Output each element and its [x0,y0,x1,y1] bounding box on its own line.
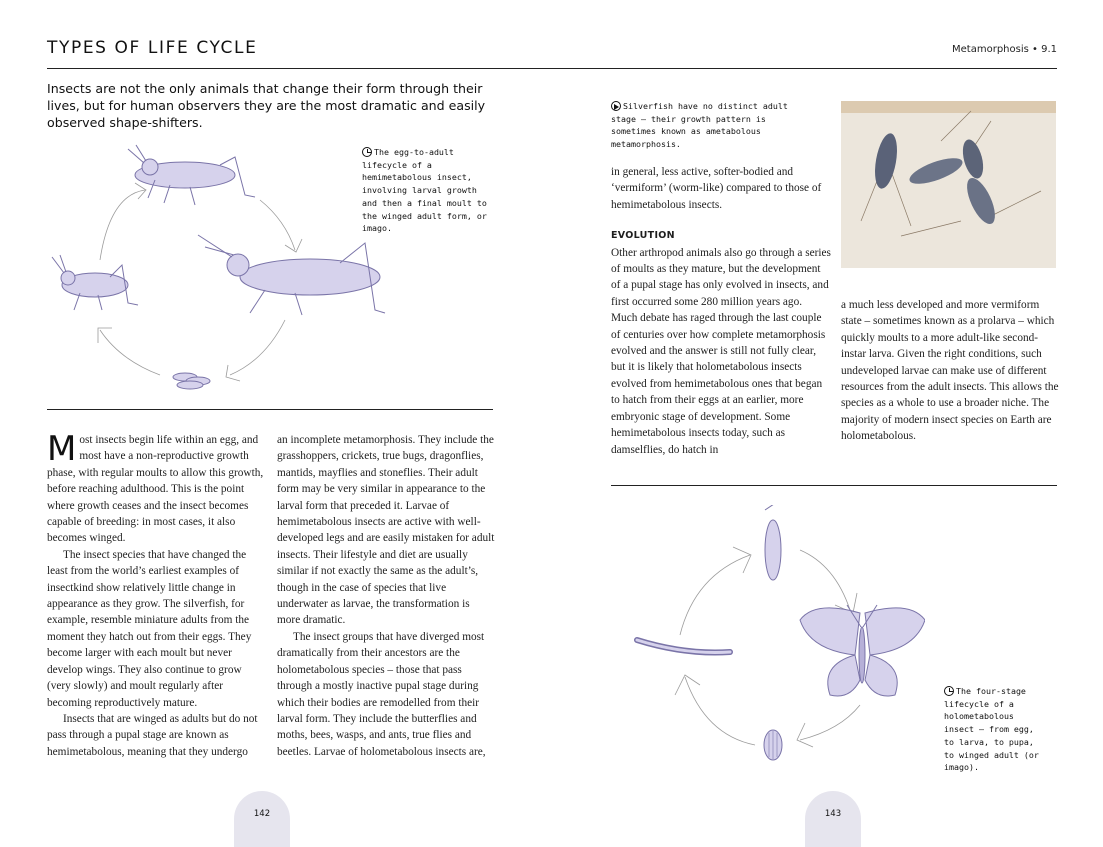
page-number-right: 143 [824,809,842,819]
arrow-left-icon [944,686,954,696]
hemimetabolous-lifecycle-illustration [40,135,390,395]
page-number-tab-right [805,791,861,847]
dropcap: M [47,429,77,469]
section-rule-right [611,485,1057,486]
clock-icon [362,147,372,157]
caterpillar-icon [637,640,730,653]
silverfish-caption: Silverfish have no distinct adult stage – their growth pattern is sometimes known as ametabolous metamorphosis. [611,101,788,150]
left-column-1: Most insects begin life within an egg, and most have a non-reproductive growth phase, with regular moults to allow this growth, before reaching adulthood. This is the point where growth ceases and the insect becomes capable of breeding: in most cases, it also becomes winged. The insect species that have changed the least from the world’s earliest examples of insectkind show relatively little change in appearance as they grow. The silverfish, for example, resemble miniature adults from the moment they hatch out from their eggs. They become larger with each moult but never develop wings. They also continue to grow (very slowly) and moult regularly after becoming reproductively mature. Insects that are winged as adults but do not pass through a pupal stage are known as hemimetabolous, meaning that they undergo [47,429,264,758]
running-head: Metamorphosis • 9.1 [952,44,1057,55]
page-title: TYPES OF LIFE CYCLE [47,38,258,58]
egg-cluster-icon [173,373,210,389]
chrysalis-icon [765,505,781,580]
grasshopper-nymph-icon [52,255,138,310]
page-number-tab-left [234,791,290,847]
page-number-left: 142 [253,809,271,819]
right-column-1: in general, less active, softer-bodied and ‘vermiform’ (worm-like) compared to those of hemimetabolous insects. EVOLUTION Other arthropod animals also go through a series of moults as they mature, but the development of a pupal stage has only evolved in insects, and first occurred some 280 million years ago. Much debate has raged through the last couple of centuries over how complete metamorphosis evolved and the answer is still not fully clear, but it is likely that holometabolous insects evolved from hemimetabolous ones that began to hatch from their eggs at an earlier, more embryonic stage of development. Some hemimetabolous insects today, such as damselflies, do hatch in [611,166,831,456]
header-rule [47,68,1057,69]
grasshopper-young-adult-icon [128,145,255,205]
butterfly-icon [800,605,925,696]
grasshopper-adult-icon [198,235,385,315]
arrow-right-icon [611,101,621,111]
holometabolous-caption: The four-stage lifecycle of a holometabolous insect – from egg, to larva, to pupa, to winged adult (or imago). [944,686,1039,773]
silverfish-photo [841,101,1056,268]
right-column-2: a much less developed and more vermiform state – sometimes known as a prolarva – which quickly moults to a more adult-like second-instar larva. Given the right conditions, such undeveloped larvae can make use of different resources from the adult insects. This allows the species as a whole to use a broader niche. The majority of modern insect species on Earth are holometabolous. [841,299,1059,443]
egg-icon [764,730,782,760]
intro-paragraph: Insects are not the only animals that change their form through their lives, but for human observers they are the most dramatic and easily observed shape-shifters. [47,81,486,130]
evolution-subhead: EVOLUTION [611,230,675,242]
left-column-2: an incomplete metamorphosis. They include the grasshoppers, crickets, true bugs, dragonflies, mantids, mayflies and stoneflies. Their adult form may be very similar in appearance to the larval form that preceded it. Larvae of hemimetabolous insects are active with well-developed legs and are easily mistaken for adult insects. Their lifestyle and diet are usually similar if not exactly the same as the adult’s, though in the case of species that live underwater as larvae, the transformation is more dramatic. The insect groups that have diverged most dramatically from their ancestors are the holometabolous species – those that pass through a mostly inactive pupal stage during which their bodies are remodelled from their larval form. They include the butterflies and moths, bees, wasps, and ants, true flies and beetles. Larvae of holometabolous insects are, [277,434,495,758]
hemimetabolous-caption: The egg-to-adult lifecycle of a hemimetabolous insect, involving larval growth and then a final moult to the winged adult form, or imago. [362,147,487,234]
holometabolous-lifecycle-illustration [625,505,925,775]
section-rule-left [47,409,493,410]
